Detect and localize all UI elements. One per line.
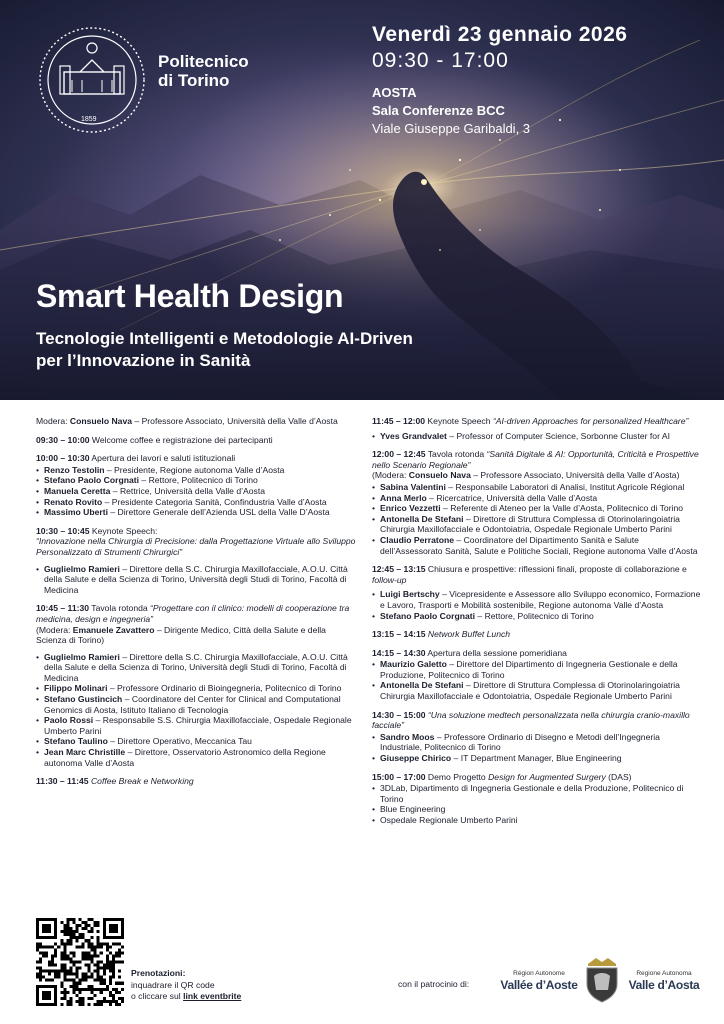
session-label: Tavola rotonda <box>89 603 151 614</box>
subtitle-line1: Tecnologie Intelligenti e Metodologie AI-Driven <box>36 329 413 348</box>
speaker-name: Antonella De Stefani <box>380 513 464 524</box>
session-text: Apertura dei lavori e saluti istituzionali <box>89 453 236 464</box>
speaker-role: – Presidente Categoria Sanità, Confindustria Valle d’Aosta <box>102 496 327 507</box>
speaker-role: – IT Department Manager, Blue Engineering <box>451 753 622 764</box>
speaker-name: Jean Marc Christille <box>44 747 126 758</box>
booking-info <box>131 968 241 1003</box>
session-label: Tavola rotonda <box>425 449 487 460</box>
booking-link-prefix: o cliccare sul <box>131 991 184 1001</box>
speaker-name: Guglielmo Ramieri <box>44 651 120 662</box>
footer <box>0 912 724 1024</box>
round1-block <box>36 603 358 768</box>
speaker-role: – Direttore, Osservatorio Astronomico della Regione autonoma Valle d’Aosta <box>44 747 326 768</box>
speaker-item <box>372 589 702 610</box>
moderator-prefix: (Modera: <box>36 624 73 635</box>
speaker-name: Sabina Valentini <box>380 481 446 492</box>
event-city: AOSTA <box>372 85 417 100</box>
session-text: Network Buffet Lunch <box>425 629 511 640</box>
speaker-item <box>36 683 358 694</box>
speaker-name: Renzo Testolin <box>44 464 105 475</box>
speaker-name: Renato Rovito <box>44 496 103 507</box>
speaker-name: Luigi Bertschy <box>380 589 440 600</box>
moderator-role: – Professore Associato, Università della Valle d’Aosta) <box>470 470 680 481</box>
speaker-role: – Direttore della S.C. Chirurgia Maxillofacciale, A.O.U. Città della Salute e della Scienza di Torino, Università degli Studi di Torino, Facoltà di Medicina <box>44 563 348 595</box>
session-time: 14:30 – 15:00 <box>372 709 426 720</box>
event-address: Viale Giuseppe Garibaldi, 3 <box>372 121 531 136</box>
speaker-name: Guglielmo Ramieri <box>44 563 120 574</box>
speaker-name: Stefano Gustincich <box>44 694 123 705</box>
speaker-role: – Presidente, Regione autonoma Valle d’Aosta <box>104 464 285 475</box>
session-text-italic: Design for Augmented Surgery <box>488 771 606 782</box>
speaker-role: – Rettore, Politecnico di Torino <box>139 475 258 486</box>
session-text-italic: follow-up <box>372 574 407 585</box>
session-time: 12:45 – 13:15 <box>372 564 426 575</box>
demo-item: • Ospedale Regionale Umberto Parini <box>372 815 702 826</box>
program-right-column <box>372 416 702 834</box>
speaker-list <box>372 431 702 442</box>
speaker-item <box>372 482 702 493</box>
speaker-role: – Direttore della S.C. Chirurgia Maxillofacciale, A.O.U. Città della Salute e della Scienza di Torino, Università degli Studi di Torino, Facoltà di Medicina <box>44 651 348 683</box>
speaker-role: – Referente di Ateneo per la Valle d’Aosta, Politecnico di Torino <box>440 503 684 514</box>
speaker-role: – Professore Ordinario di Disegno e Metodi dell’Ingegneria Industriale, Politecnico di Torino <box>380 731 660 753</box>
speaker-name: Stefano Taulino <box>44 736 108 747</box>
speaker-item <box>372 732 702 753</box>
session-title: “AI-driven Approaches for personalized Healthcare” <box>492 416 689 426</box>
session-time: 10:00 – 10:30 <box>36 453 90 464</box>
region-crest-icon <box>582 954 622 1004</box>
speaker-name: Antonella De Stefani <box>380 680 464 691</box>
speaker-item <box>36 694 358 715</box>
speaker-list <box>372 482 702 556</box>
region-it-big: Valle d’Aosta <box>628 978 700 992</box>
speaker-item <box>372 431 702 442</box>
demo-item: • 3DLab, Dipartimento di Ingegneria Gestionale e della Produzione, Politecnico di Torino <box>372 783 702 804</box>
speaker-role: – Professor of Computer Science, Sorbonne Cluster for AI <box>446 430 670 441</box>
session-title: “Sanità Digitale & AI: Opportunità, Criticità e Prospettive nello Scenario Regionale” <box>372 449 699 470</box>
session-time: 09:30 – 10:00 <box>36 434 90 445</box>
moderator-name: Consuelo Nava <box>408 470 471 481</box>
speaker-name: Maurizio Galetto <box>380 659 447 670</box>
speaker-item <box>36 497 358 508</box>
opening-block <box>36 453 358 518</box>
speaker-item <box>372 535 702 556</box>
session-time: 13:15 – 14:15 <box>372 629 426 640</box>
speaker-item <box>36 507 358 518</box>
keynote2-block <box>372 416 702 441</box>
speaker-item <box>372 514 702 535</box>
speaker-list <box>36 465 358 518</box>
speaker-name: Massimo Uberti <box>44 507 108 518</box>
break-block <box>36 776 358 787</box>
lunch-block <box>372 629 702 640</box>
speaker-role: – Direttore di Struttura Complessa di Otorinolaringoiatria Chirurgia Maxillofacciale e Odontoiatria, Ospedale Regionale Umberto Parini <box>380 513 680 535</box>
speaker-role: – Rettore, Politecnico di Torino <box>475 610 594 621</box>
speaker-item <box>36 465 358 476</box>
program-left-column <box>36 416 358 795</box>
moderator-role: – Dirigente Medico, Città della Salute e della Scienza di Torino) <box>36 624 326 646</box>
afternoon-block <box>372 648 702 702</box>
speaker-item <box>36 715 358 736</box>
qr-code-icon[interactable] <box>36 918 124 1006</box>
speaker-name: Anna Merlo <box>380 492 427 503</box>
moderator-prefix: (Modera: <box>372 470 409 481</box>
round2-block <box>372 449 702 556</box>
speaker-list <box>36 652 358 769</box>
logo-year: 1859 <box>81 116 97 123</box>
session-text: Coffee Break e Networking <box>88 776 194 787</box>
speaker-role: – Rettrice, Università della Valle d’Aosta <box>110 485 265 496</box>
hero-banner <box>0 0 724 400</box>
session-text: Demo Progetto <box>425 771 489 782</box>
region-fr-small: Région Autonome <box>513 970 565 977</box>
speaker-item <box>372 680 702 701</box>
session-time: 11:45 – 12:00 <box>372 416 426 426</box>
demo-block <box>372 772 702 826</box>
session-time: 10:45 – 11:30 <box>36 603 90 614</box>
event-title: Smart Health Design <box>36 278 344 314</box>
event-venue: Sala Conferenze BCC <box>372 103 505 118</box>
speaker-name: Enrico Vezzetti <box>380 503 441 514</box>
speaker-list <box>36 564 358 596</box>
speaker-role: – Vicepresidente e Assessore allo Sviluppo economico, Formazione e Lavoro, Trasporti e Mobilità sostenibile, Regione autonoma Valle d’Aosta <box>380 589 701 610</box>
session-label: Keynote Speech: <box>89 525 158 536</box>
event-date: Venerdì 23 gennaio 2026 <box>372 23 628 46</box>
speaker-name: Sandro Moos <box>380 731 435 742</box>
speaker-role: – Coordinatore del Dipartimento Sanità e Salute dell’Assessorato Sanità, Salute e Politiche Sociali, Regione autonoma Valle d’Aosta <box>380 534 698 556</box>
speaker-role: – Ricercatrice, Università della Valle d’Aosta <box>426 492 598 503</box>
speaker-role: – Direttore Operativo, Meccanica Tau <box>107 736 252 747</box>
moderator-block <box>36 416 358 427</box>
eventbrite-link[interactable]: link eventbrite <box>183 991 242 1001</box>
region-logo-fr <box>500 970 578 992</box>
subtitle-line2: per l’Innovazione in Sanità <box>36 351 251 370</box>
event-time: 09:30 - 17:00 <box>372 49 509 72</box>
session-time: 15:00 – 17:00 <box>372 771 426 782</box>
moderator-label: Modera: <box>36 416 70 426</box>
speaker-name: Paolo Rossi <box>44 715 94 726</box>
speaker-item <box>372 659 702 680</box>
moderator-name: Consuelo Nava <box>69 416 133 426</box>
speaker-item <box>36 736 358 747</box>
speaker-name: Filippo Molinari <box>44 683 108 694</box>
speaker-item <box>372 611 702 622</box>
speaker-item <box>36 747 358 768</box>
session-time: 11:30 – 11:45 <box>36 776 89 787</box>
speaker-item <box>372 753 702 764</box>
welcome-block <box>36 435 358 446</box>
session-title: “Innovazione nella Chirurgia di Precisione: dalla Progettazione Virtuale allo Sviluppo Personalizzato di Strumenti Chirurgici” <box>36 536 356 557</box>
keynote1-block <box>36 526 358 596</box>
speaker-item <box>36 475 358 486</box>
speaker-name: Giuseppe Chirico <box>380 753 452 764</box>
speaker-role: – Direttore del Dipartimento di Ingegneria Gestionale e della Produzione, Politecnico di Torino <box>380 659 678 680</box>
university-name-line2: di Torino <box>158 71 230 90</box>
booking-title: Prenotazioni: <box>131 968 186 978</box>
moderator-role: – Professore Associato, Università della Valle d’Aosta <box>132 416 338 426</box>
session-label: Keynote Speech <box>425 416 493 426</box>
moderator-name: Emanuele Zavattero <box>72 624 155 635</box>
event-subtitle <box>36 328 556 372</box>
demo-item: • Blue Engineering <box>372 804 702 815</box>
university-name-line1: Politecnico <box>158 52 249 71</box>
session-time: 14:15 – 14:30 <box>372 647 426 658</box>
speaker-list <box>372 589 702 621</box>
speaker-item <box>372 493 702 504</box>
session-text-suffix: (DAS) <box>605 771 632 782</box>
speaker-name: Manuela Ceretta <box>44 485 111 496</box>
speaker-name: Yves Grandvalet <box>380 430 447 441</box>
region-fr-big: Vallée d’Aoste <box>500 978 578 992</box>
region-logo-it <box>626 970 702 992</box>
demo-list <box>372 783 702 825</box>
speaker-role: – Responsabile S.S. Chirurgia Maxillofacciale, Ospedale Regionale Umberto Parini <box>44 715 352 736</box>
speaker-list <box>372 659 702 701</box>
speaker-item <box>36 486 358 497</box>
session-time: 12:00 – 12:45 <box>372 449 426 460</box>
patronage-label: con il patrocinio di: <box>398 979 470 989</box>
speaker-list <box>372 732 702 764</box>
speaker-role: – Direttore Generale dell’Azienda USL della Valle D’Aosta <box>108 507 330 518</box>
booking-qr-line: inquadrare il QR code <box>131 979 215 990</box>
session-title: “Progettare con il clinico: modelli di cooperazione tra medicina, design e ingegneria” <box>36 603 350 624</box>
speaker-name: Stefano Paolo Corgnati <box>44 475 140 486</box>
medtech-block <box>372 710 702 764</box>
speaker-role: – Coordinatore del Center for Clinical and Computational Genomics di Aosta, Istituto Italiano di Tecnologia <box>44 694 341 715</box>
speaker-item <box>372 503 702 514</box>
speaker-role: – Responsabile Laboratori di Analisi, Institut Agricole Régional <box>445 481 685 492</box>
speaker-item <box>36 564 358 596</box>
university-name <box>158 52 249 90</box>
speaker-role: – Direttore di Struttura Complessa di Otorinolaringoiatria Chirurgia Maxillofacciale e Odontoiatria, Ospedale Regionale Umberto Parini <box>380 680 680 702</box>
speaker-role: – Professore Ordinario di Bioingegneria, Politecnico di Torino <box>107 683 342 694</box>
session-text: Chiusura e prospettive: riflessioni finali, proposte di collaborazione e <box>425 564 687 575</box>
session-text: Apertura della sessione pomeridiana <box>425 647 567 658</box>
session-time: 10:30 – 10:45 <box>36 525 90 536</box>
region-it-small: Regione Autonoma <box>636 970 692 977</box>
session-title: “Una soluzione medtech personalizzata nella chirurgia cranio-maxillo facciale” <box>372 709 690 731</box>
session-text: Welcome coffee e registrazione dei partecipanti <box>89 434 273 445</box>
event-info <box>372 22 627 138</box>
speaker-item <box>36 652 358 684</box>
closing-block <box>372 564 702 621</box>
speaker-name: Stefano Paolo Corgnati <box>380 610 476 621</box>
speaker-name: Claudio Perratone <box>380 534 455 545</box>
